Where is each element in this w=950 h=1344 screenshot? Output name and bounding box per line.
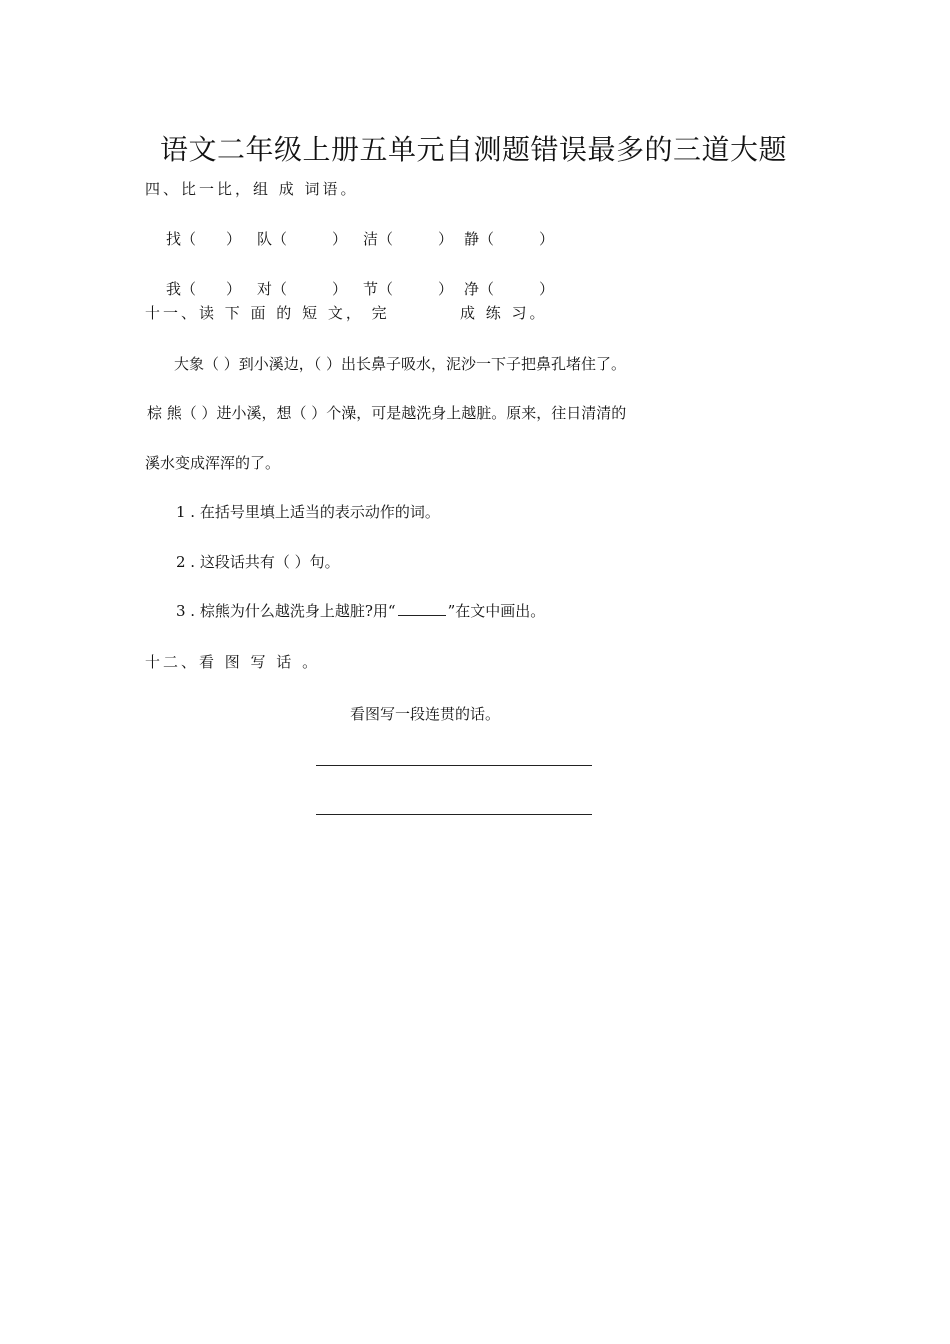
question-3-text: 3 . 棕熊为什么越洗身上越脏?用“ — [176, 602, 396, 620]
underline-mark — [398, 603, 446, 616]
passage-line: 溪水变成浑浑的了。 — [145, 454, 281, 472]
word-group-cell: 队（ ） — [257, 230, 348, 248]
section-11-heading-end: 成 练 习。 — [460, 304, 548, 322]
section-12-heading: 十二、看 图 写 话 。 — [145, 653, 321, 671]
word-group-cell: 洁（ ） — [363, 230, 454, 248]
page-title: 语文二年级上册五单元自测题错误最多的三道大题 — [160, 133, 788, 166]
question-3 — [176, 600, 545, 621]
word-group-cell: 对（ ） — [257, 280, 348, 298]
passage-line: 棕 熊（ ）进小溪，想（ ）个澡，可是越洗身上越脏。原来，往日清清的 — [147, 404, 627, 422]
word-group-cell: 找（ ） — [166, 230, 242, 248]
word-group-cell: 节（ ） — [363, 280, 454, 298]
word-group-cell: 我（ ） — [166, 280, 242, 298]
writing-line[interactable] — [316, 765, 592, 766]
section-11-heading: 十一、读 下 面 的 短 文， 完 — [145, 304, 390, 322]
section-4-heading: 四、比一比，组 成 词语。 — [145, 180, 359, 198]
question-3-text-end: ”在文中画出。 — [447, 602, 546, 620]
word-group-cell: 净（ ） — [464, 280, 555, 298]
writing-instruction: 看图写一段连贯的话。 — [350, 705, 501, 723]
question-2: 2 . 这段话共有（ ）句。 — [176, 553, 340, 571]
question-1: 1 . 在括号里填上适当的表示动作的词。 — [176, 503, 440, 521]
passage-line: 大象（ ）到小溪边，（ ）出长鼻子吸水，泥沙一下子把鼻孔堵住了。 — [174, 355, 627, 373]
word-group-cell: 静（ ） — [464, 230, 555, 248]
writing-line[interactable] — [316, 814, 592, 815]
